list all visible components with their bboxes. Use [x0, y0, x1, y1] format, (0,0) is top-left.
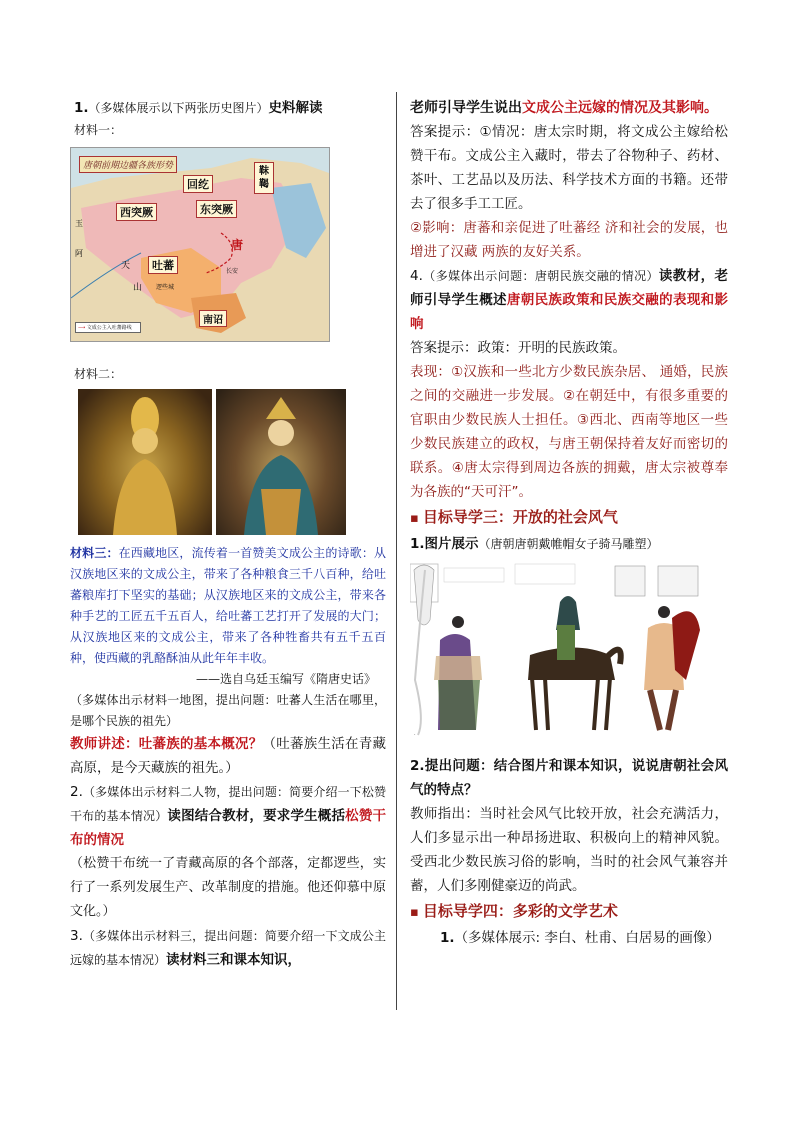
map-title: 唐朝前期边疆各族形势 [79, 156, 177, 173]
map-side-yu: 玉 [75, 219, 83, 228]
left-column [70, 96, 386, 972]
answer4-policy: 答案提示：政策：开明的民族政策。 [410, 340, 626, 356]
q4-block: 4.（多媒体出示问题：唐朝民族交融的情况）读教材，老师引导学生概述唐朝民族政策和民族交融的表现和影响 [410, 268, 729, 332]
figurine-caption: · [414, 732, 416, 738]
teacher-narration: 教师讲述：吐蕃族的基本概况？（吐蕃族生活在青藏高原，是今天藏族的祖先。） [70, 736, 386, 776]
material2-label: 材料二： [74, 367, 123, 381]
q-social-style: 2.提出问题：结合图片和课本知识，说说唐朝社会风气的特点？ [410, 758, 728, 798]
map-label-changan: 长安 [226, 268, 239, 275]
map-label-mohe: 靺鞨 [254, 162, 274, 194]
q2-block: 2.（多媒体出示材料二人物，提出问题：简要介绍一下松赞干布的基本情况）读图结合教材，要求学生概括松赞干布的情况 [70, 784, 387, 848]
column-divider [396, 92, 397, 1010]
teacher-point: 教师指出：当时社会风气比较开放，社会充满活力，人们多显示出一种昂扬进取、积极向上的精神风貌。受西北少数民族习俗的影响，当时的社会风气兼容并蓄，人们多刚健豪迈的尚武。 [410, 806, 729, 894]
material3-paragraph: 材料三：在西藏地区，流传着一首赞美文成公主的诗歌：从汉族地区来的文成公主，带来了各种粮食三千八百种，给吐蕃粮库打下坚实的基础；从汉族地区来的文成公主，带来各种手艺的工匠五千五百人，给吐蕃工艺打开了发展的大门；从汉族地区来的文成公主，带来了各种牲畜共有五千五百种，使西藏的乳酪酥油从此年年丰收。 [70, 546, 386, 665]
map-legend: ⟶ 文成公主入吐蕃路线 [75, 322, 141, 333]
legend-arrow-icon: ⟶ [78, 325, 86, 331]
map-label-huihe: 回纥 [183, 175, 213, 193]
q1-heading: 1.（多媒体展示以下两张历史图片）史料解读 [74, 100, 323, 116]
tang-map-image [70, 147, 330, 342]
section-marker-icon: ▪ [410, 905, 419, 920]
map-side-a: 阿 [75, 249, 83, 258]
tang-figurines-image [410, 560, 722, 742]
answer4-performance: 表现：①汉族和一些北方少数民族杂居、 通婚，民族之间的交融进一步发展。②在朝廷中，有很多重要的官职由少数民族人士担任。③西北、西南等地区一些少数民族建立的政权，与唐王朝保持着友好而密切的联系。④唐太宗得到周边各族的拥戴，唐太宗被尊奉为各族的“天可汗”。 [410, 364, 728, 500]
map-label-nanzhao: 南诏 [199, 310, 227, 327]
songzan-statue-image [78, 389, 212, 535]
wencheng-statue-image [216, 389, 346, 535]
q3-block: 3.（多媒体出示材料三，提出问题：简要介绍一下文成公主远嫁的基本情况）读材料三和课本知识， [70, 928, 386, 968]
map-label-tang: 唐 [231, 238, 244, 252]
right-column [410, 96, 728, 950]
q1-prompt: （多媒体出示材料一地图，提出问题：吐蕃人生活在哪里，是哪个民族的祖先） [70, 693, 386, 728]
map-side-tian: 天 [121, 261, 131, 271]
section3-title: ▪ 目标导学三：开放的社会风气 [410, 508, 618, 526]
map-label-xitujue: 西突厥 [116, 203, 157, 221]
q41-block: 1.（多媒体展示: 李白、杜甫、白居易的画像） [440, 930, 720, 946]
map-label-tubo: 吐蕃 [148, 256, 178, 274]
map-side-shan: 山 [133, 283, 143, 293]
answer1: 答案提示：①情况：唐太宗时期，将文成公主嫁给松赞干布。文成公主入藏时，带去了谷物种子、药材、茶叶、工艺品以及历法、科学技术方面的书籍。还带去了很多手工工匠。 [410, 124, 729, 212]
section-marker-icon: ▪ [410, 511, 419, 526]
map-label-dongtujue: 东突厥 [196, 200, 237, 218]
answer2: ②影响：唐蕃和亲促进了吐蕃经 济和社会的发展，也增进了汉藏 两族的友好关系。 [410, 220, 728, 260]
material3-source: ——选自乌廷玉编写《隋唐史话》 [195, 672, 376, 686]
guide-line: 老师引导学生说出文成公主远嫁的情况及其影响。 [410, 100, 718, 116]
pic-heading: 1.图片展示（唐朝唐朝戴帷帽女子骑马雕塑） [410, 536, 659, 552]
section4-title: ▪ 目标导学四：多彩的文学艺术 [410, 902, 618, 920]
material1-label: 材料一： [74, 123, 123, 137]
q2-answer: （松赞干布统一了青藏高原的各个部落，定都逻些，实行了一系列发展生产、改革制度的措施。他还仰慕中原文化。） [70, 856, 386, 919]
statues-images [78, 389, 346, 535]
map-label-luoxie: 逻些城 [156, 284, 175, 291]
